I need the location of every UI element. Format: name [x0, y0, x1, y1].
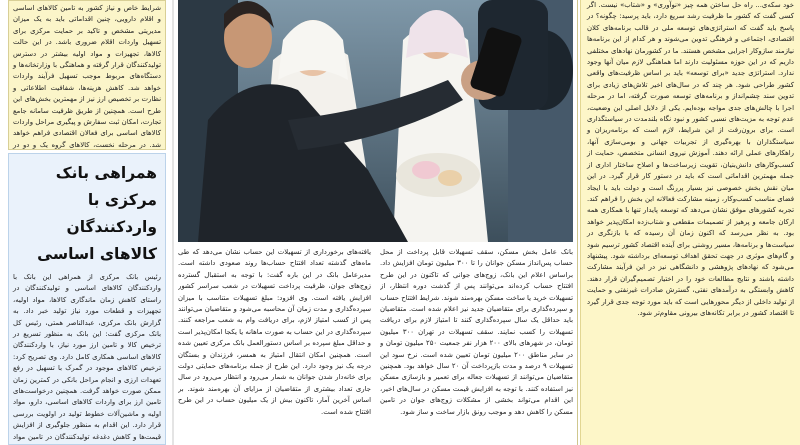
middle-article-text-right: بانک عامل بخش مسکن، سقف تسهیلات قابل پرداخت از محل حساب پس‌انداز مسکن جوانان را تا ۳۰۰ میلیون تومان افزایش داد. براساس اعلام این بانک، زوج‌های جوانی که تاکنون در این طرح افتتاح حساب کرده‌اند می‌توانند پس از گذشت دوره انتظار، از تسهیلات خرید یا ساخت مسکن بهره‌مند شوند. شرایط افتتاح حساب و سپرده‌گذاری برای متقاضیان جدید نیز اعلام شده است. متقاضیان باید حداقل یک سال سپرده‌گذاری کنند تا امتیاز لازم برای دریافت تسهیلات را کسب نمایند. سقف تسهیلات در تهران ۳۰۰ میلیون تومان، در شهرهای بالای ۲۰۰ هزار نفر جمعیت ۲۵۰ میلیون تومان و در سایر مناطق ۲۰۰ میلیون تومان تعیین شده است. نرخ سود این تسهیلات ۹ درصد و مدت بازپرداخت آن ۲۰ سال خواهد بود. همچنین متقاضیان می‌توانند از تسهیلات جعاله برای تعمیر و بازسازی مسکن نیز استفاده کنند. با توجه به افزایش قیمت مسکن در سال‌های اخیر، این اقدام می‌تواند بخشی از مشکلات زوج‌های جوان در تامین مسکن را کاهش دهد و موجب رونق بازار ساخت و ساز شود. [380, 248, 573, 416]
left-news-headline: همراهی بانک مرکزی با واردکنندگان کالاهای اساسی [37, 164, 157, 263]
middle-article [178, 247, 573, 445]
column-divider [172, 0, 174, 445]
left-column [0, 0, 172, 445]
middle-article-text-left: یافته‌های برخورداری از تسهیلات این حساب نشان می‌دهد که طی ماه‌های گذشته تعداد افتتاح حساب‌ها روند صعودی داشته است. مدیرعامل بانک در این باره گفت: با توجه به استقبال گسترده زوج‌های جوان، ظرفیت پرداخت تسهیلات در شعب سراسر کشور افزایش یافته است. وی افزود: مبلغ تسهیلات متناسب با میزان سپرده‌گذاری و مدت زمان آن محاسبه می‌شود و متقاضیان می‌توانند پس از کسب امتیاز لازم، برای دریافت وام به شعب مراجعه کنند. سپرده‌گذاری در این حساب به صورت ماهانه یا یکجا امکان‌پذیر است و حداقل مبلغ سپرده بر اساس دستورالعمل بانک مرکزی تعیین شده است. همچنین امکان انتقال امتیاز به همسر، فرزندان و بستگان درجه یک نیز وجود دارد. این طرح از جمله برنامه‌های حمایتی دولت برای خانه‌دار شدن جوانان به شمار می‌رود و انتظار می‌رود در سال جاری تعداد بیشتری از متقاضیان از مزایای آن بهره‌مند شوند. بر اساس آخرین آمار، تاکنون بیش از یک میلیون حساب در این طرح افتتاح شده است. [178, 248, 371, 416]
left-news-box [8, 153, 166, 445]
middle-article-column-right [380, 247, 573, 445]
wedding-selfie-photo [178, 0, 573, 242]
middle-article-column-left [178, 247, 371, 445]
left-top-text-box [8, 0, 166, 150]
right-column-text: خود سکه‌ی... راه حل ساختن همه چیز «نوآوری» و «شتاب» نیست. اگر کسی گفت که کشور ما ظرفیت رشد سریع دارد، باید پرسید: چگونه؟ در پاسخ باید گفت که استراتژی‌های توسعه ملی در قالب برنامه‌های کلان اقتصادی، اجتماعی و فرهنگی تدوین می‌شوند و هر کدام از این برنامه‌ها نیازمند سازوکار اجرایی مشخص هستند. ما در کشورمان نهادهای مختلفی داریم که در این حوزه مسئولیت دارند اما هماهنگی لازم میان آنها وجود ندارد. استراتژی جدید «برای توسعه» باید بر اساس ظرفیت‌های واقعی کشور طراحی شود. هر چند که در سال‌های اخیر تلاش‌های زیادی برای تدوین سند چشم‌انداز و برنامه‌های توسعه صورت گرفته، اما در مرحله اجرا با چالش‌های جدی مواجه بوده‌ایم. یکی از دلایل اصلی این وضعیت، عدم توجه به مزیت‌های نسبی کشور و نبود نگاه بلندمدت در سیاستگذاری است. برای برون‌رفت از این شرایط، لازم است که برنامه‌ریزان و سیاستگذاران با بهره‌گیری از تجربیات جهانی و بومی‌سازی آنها، راهکارهای عملی ارائه دهند. آموزش نیروی انسانی متخصص، حمایت از کسب‌وکارهای دانش‌بنیان، تقویت زیرساخت‌ها و اصلاح ساختار اداری از جمله مهمترین اقداماتی است که باید در دستور کار قرار گیرد. در این میان نقش بخش خصوصی نیز بسیار پررنگ است و دولت باید با ایجاد فضای مناسب کسب‌وکار، زمینه مشارکت فعالانه این بخش را فراهم کند. تجربه کشورهای موفق نشان می‌دهد که توسعه پایدار تنها با همکاری همه ارکان جامعه و پرهیز از تصمیمات مقطعی و شتاب‌زده امکان‌پذیر خواهد بود. به نظر می‌رسد که اکنون زمان آن رسیده که با بازنگری در سیاست‌ها و برنامه‌ها، مسیر روشنی برای آینده اقتصاد کشور ترسیم شود و گام‌های موثری در جهت تحقق اهداف توسعه‌ای برداشته شود. پیشنهاد می‌شود که نهادهای پژوهشی و دانشگاهی نیز در این فرآیند مشارکت داشته باشند و نتایج مطالعات خود را در اختیار تصمیم‌گیران قرار دهند. کاهش وابستگی به درآمدهای نفتی، گسترش صادرات غیرنفتی و حمایت از تولید داخلی از دیگر محورهایی است که باید مورد توجه جدی قرار گیرد تا اقتصاد کشور در برابر تکانه‌های بیرونی مقاوم‌تر شود. [587, 1, 794, 317]
photo-illustration [178, 0, 573, 242]
right-column-rule [577, 0, 578, 445]
right-column-article [580, 0, 800, 445]
left-news-body: رئیس بانک مرکزی از همراهی این بانک با واردکنندگان کالاهای اساسی و تولیدکنندگان در راستای کاهش زمان ماندگاری کالاها، مواد اولیه، تجهیزات و قطعات مورد نیاز تولید خبر داد. به گزارش بانک مرکزی، عبدالناصر همتی، رئیس کل بانک مرکزی گفت: این بانک به منظور تسریع در ترخیص کالا و تامین ارز مورد نیاز، با واردکنندگان کالاهای اساسی همکاری کامل دارد. وی تصریح کرد: ترخیص کالاهای موجود در گمرک با تسهیل در رفع تعهدات ارزی و انجام مراحل بانکی در کمترین زمان ممکن صورت خواهد گرفت. همچنین درخواست‌های تامین ارز برای واردات کالاهای اساسی، دارو، مواد اولیه و ماشین‌آلات خطوط تولید در اولویت بررسی قرار دارد. این اقدام به منظور جلوگیری از افزایش قیمت‌ها و کاهش دغدغه تولیدکنندگان در تامین مواد [13, 273, 161, 441]
left-top-text: شرایط خاص و نیاز کشور به تامین کالاهای اساسی و اقلام دارویی، چنین اقداماتی باید به یک میزان مدیریتی مشخص و تاکید بر حمایت مرکزی برای تسهیل واردات اقلام ضروری باشد. در این حالت کالاها، تجهیزات و مواد اولیه بیشتر در دسترس تولیدکنندگان قرار گرفته و هماهنگی با وزارتخانه‌ها و دستگاه‌های مربوط موجب تسهیل فرآیند واردات خواهد شد. کاهش هزینه‌ها، شفافیت اطلاعاتی و نظارت بر تخصیص ارز نیز از مهمترین بخش‌های این طرح است. همچنین از طریق ظرفیت سامانه جامع تجارت، امکان ثبت سفارش و پیگیری مراحل واردات کالاهای اساسی برای فعالان اقتصادی فراهم خواهد شد. در مرحله نخست، کالاهای گروه یک و دو در [13, 4, 161, 149]
